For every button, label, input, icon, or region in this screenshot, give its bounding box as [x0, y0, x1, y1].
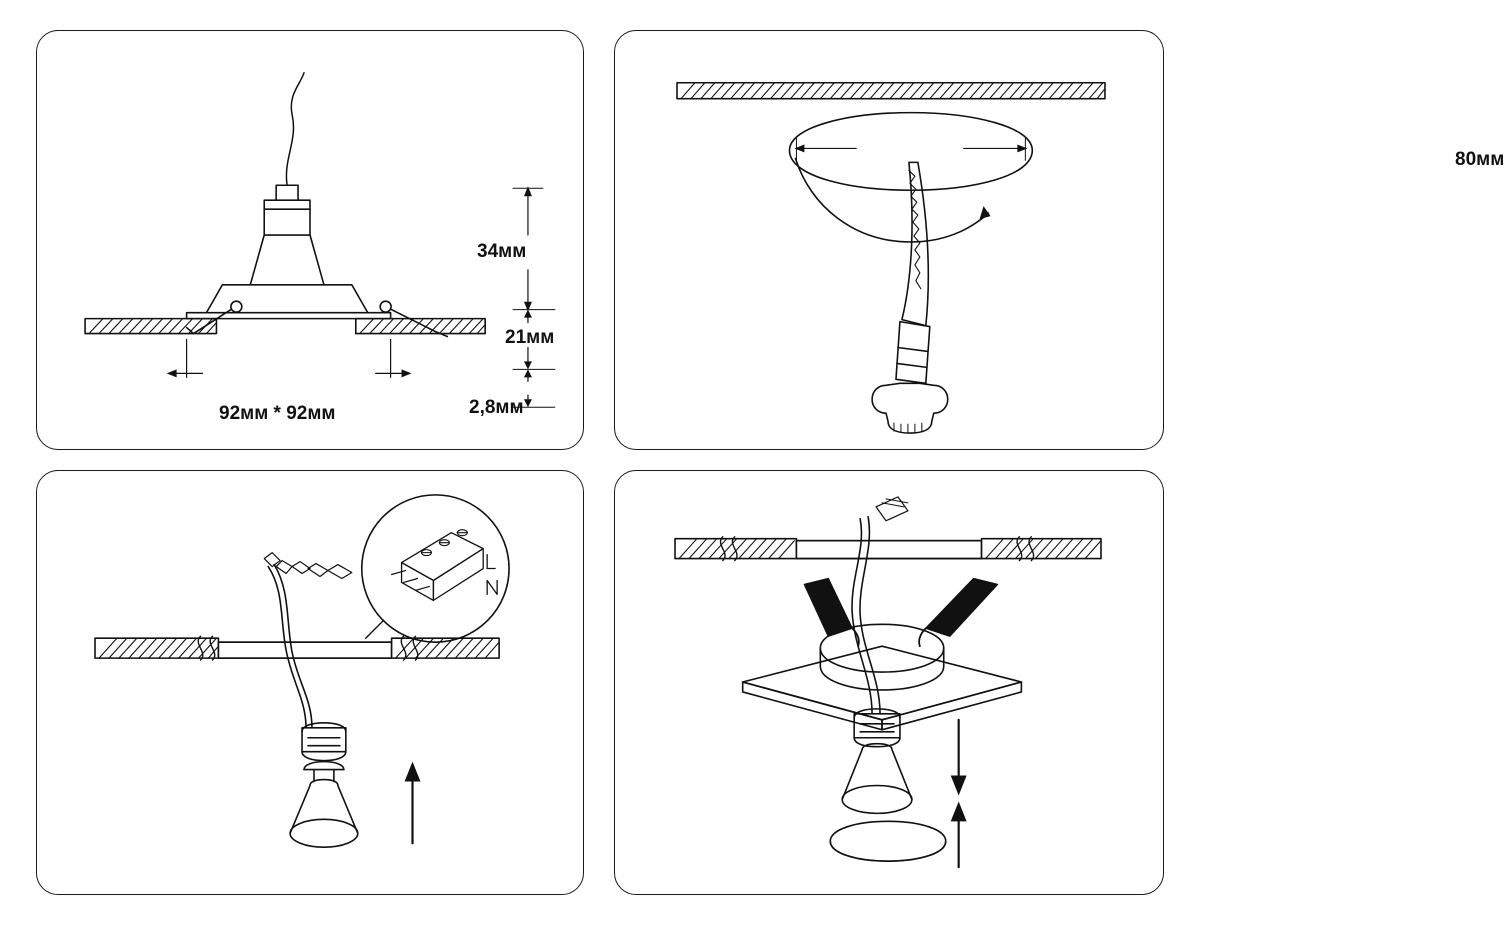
terminal-block — [392, 530, 498, 601]
lamp-bulb — [842, 744, 912, 814]
dimension-80mm — [794, 138, 1027, 160]
ceiling-slab-hatch — [677, 83, 1105, 99]
dimension-label-34mm: 34мм — [477, 241, 527, 262]
panel-fixture-mounting-springs — [614, 470, 1164, 895]
panel-wiring-terminal-block — [36, 470, 584, 895]
ceiling-hatch-right — [356, 319, 485, 334]
direction-arrow-up — [405, 762, 421, 844]
terminal-marking-N — [487, 580, 497, 594]
panel-3-drawing — [37, 471, 583, 894]
trim-plate — [743, 646, 1022, 730]
panel-2-drawing — [615, 31, 1163, 449]
panel-cutout-diameter — [614, 30, 1504, 450]
direction-arrow-down — [951, 720, 967, 796]
dimension-label-2-8mm: 2,8мм — [469, 397, 524, 418]
saw-handle — [872, 383, 948, 433]
direction-arrow-up — [951, 801, 967, 867]
saw-blade — [896, 162, 930, 383]
hanging-wire — [264, 553, 312, 728]
dimension-label-21mm: 21мм — [505, 327, 555, 348]
hanging-wire — [852, 497, 908, 714]
ceiling-slab-cutout — [675, 537, 1101, 561]
panel-1-drawing — [37, 31, 583, 449]
wire-connector — [276, 561, 352, 579]
dimension-label-92mm: 92мм * 92мм — [219, 403, 336, 424]
dimension-label-80mm: 80мм — [1455, 149, 1504, 170]
panel-cross-section-dimensions — [36, 30, 584, 450]
fixture-body — [187, 73, 391, 319]
panel-4-drawing — [615, 471, 1163, 894]
detached-ring — [830, 821, 945, 861]
lamp-pins — [304, 762, 344, 782]
dimension-92mm — [167, 340, 412, 378]
mounting-springs — [804, 578, 997, 646]
lamp-bulb — [290, 780, 358, 848]
lamp-socket — [302, 723, 346, 761]
terminal-marking-L — [487, 555, 495, 569]
ceiling-slab-cutout — [95, 636, 499, 660]
